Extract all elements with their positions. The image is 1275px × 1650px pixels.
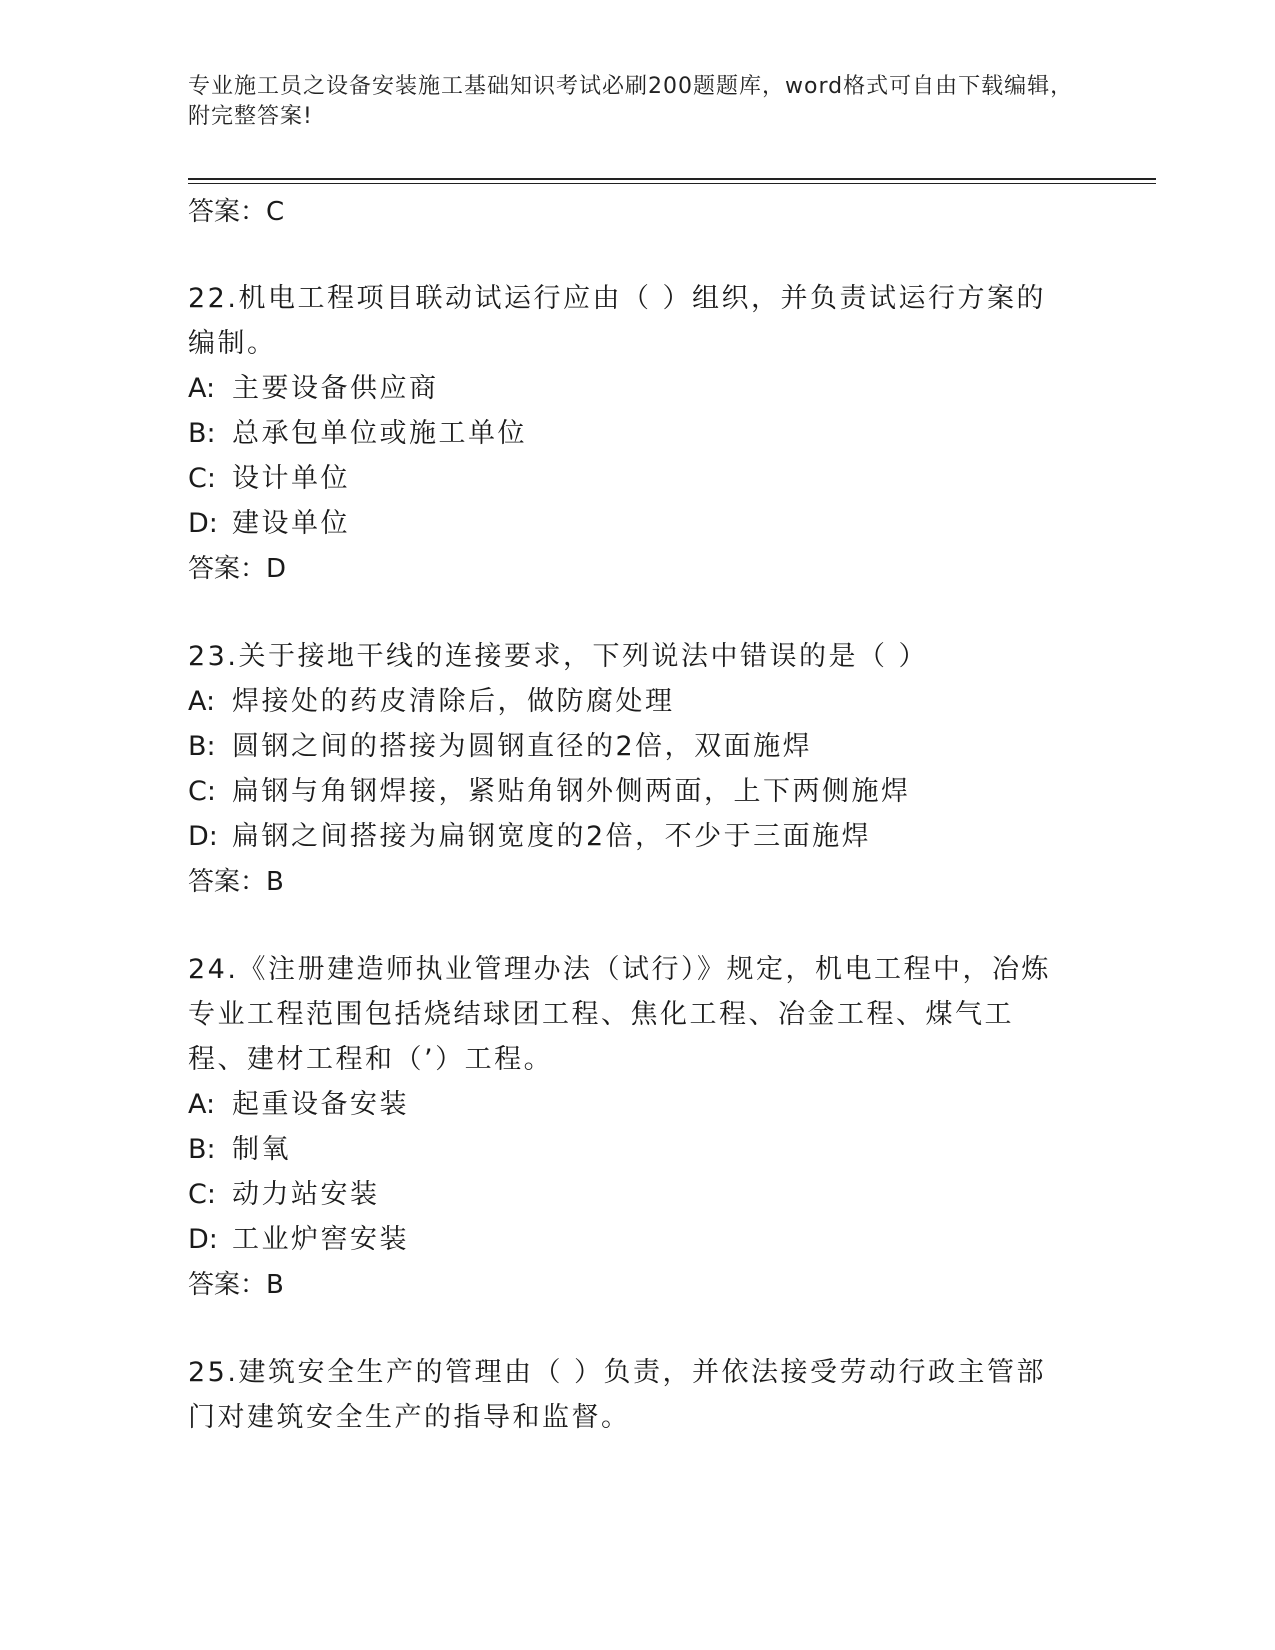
answer-value: D <box>266 554 287 584</box>
option-letter: A: <box>188 686 216 717</box>
option-letter: A: <box>188 1089 216 1120</box>
question-23 <box>188 634 1068 905</box>
answer-value: B <box>266 1270 284 1300</box>
option-letter: A: <box>188 373 216 404</box>
option-a <box>188 679 1068 724</box>
option-letter: B: <box>188 731 216 762</box>
option-d <box>188 814 1068 859</box>
answer-value: B <box>266 867 284 897</box>
document-header: 专业施工员之设备安装施工基础知识考试必刷200题题库，word格式可自由下载编辑，附完整答案! <box>188 74 1074 129</box>
header-divider-thin <box>188 183 1156 184</box>
option-text: 设计单位 <box>232 463 350 494</box>
option-letter: B: <box>188 1134 216 1165</box>
answer-line <box>188 859 1068 905</box>
option-text: 工业炉窖安装 <box>232 1224 409 1255</box>
option-letter: C: <box>188 776 216 807</box>
option-b <box>188 411 1068 456</box>
option-d <box>188 501 1068 546</box>
option-text: 建设单位 <box>232 508 350 539</box>
option-a <box>188 1082 1068 1127</box>
option-text: 主要设备供应商 <box>232 373 439 404</box>
option-c <box>188 769 1068 814</box>
question-stem: 22.机电工程项目联动试运行应由（ ）组织，并负责试运行方案的编制。 <box>188 283 1047 359</box>
answer-label: 答案： <box>188 1270 267 1300</box>
option-text: 制氧 <box>232 1134 291 1165</box>
answer-line <box>188 190 1068 234</box>
option-b <box>188 1127 1068 1172</box>
option-letter: B: <box>188 418 216 449</box>
option-text: 扁钢与角钢焊接，紧贴角钢外侧两面，上下两侧施焊 <box>232 776 911 807</box>
question-25 <box>188 1350 1068 1440</box>
question-stem: 23.关于接地干线的连接要求，下列说法中错误的是（ ） <box>188 641 929 672</box>
option-letter: D: <box>188 821 218 852</box>
option-letter: C: <box>188 463 216 494</box>
question-22 <box>188 276 1068 592</box>
option-text: 动力站安装 <box>232 1179 380 1210</box>
option-text: 圆钢之间的搭接为圆钢直径的2倍，双面施焊 <box>232 731 813 762</box>
option-a <box>188 366 1068 411</box>
option-text: 扁钢之间搭接为扁钢宽度的2倍，不少于三面施焊 <box>232 821 872 852</box>
option-b <box>188 724 1068 769</box>
answer-line <box>188 1262 1068 1308</box>
question-list <box>188 190 1068 1440</box>
question-stem: 24.《注册建造师执业管理办法（试行）》规定，机电工程中，冶炼专业工程范围包括烧结球团工程、焦化工程、冶金工程、煤气工程、建材工程和（’）工程。 <box>188 954 1051 1075</box>
option-letter: D: <box>188 508 218 539</box>
answer-label: 答案： <box>188 867 267 897</box>
option-text: 起重设备安装 <box>232 1089 409 1120</box>
option-c <box>188 456 1068 501</box>
option-letter: C: <box>188 1179 216 1210</box>
option-c <box>188 1172 1068 1217</box>
question-24 <box>188 947 1068 1308</box>
option-d <box>188 1217 1068 1262</box>
option-text: 焊接处的药皮清除后，做防腐处理 <box>232 686 675 717</box>
option-text: 总承包单位或施工单位 <box>232 418 527 449</box>
answer-line <box>188 546 1068 592</box>
option-letter: D: <box>188 1224 218 1255</box>
answer-label: 答案： <box>188 554 267 584</box>
answer-value: C <box>266 197 285 227</box>
header-divider-thick <box>188 178 1156 180</box>
question-stem: 25.建筑安全生产的管理由（ ）负责，并依法接受劳动行政主管部门对建筑安全生产的指导和监督。 <box>188 1357 1047 1433</box>
answer-label: 答案： <box>188 197 267 227</box>
